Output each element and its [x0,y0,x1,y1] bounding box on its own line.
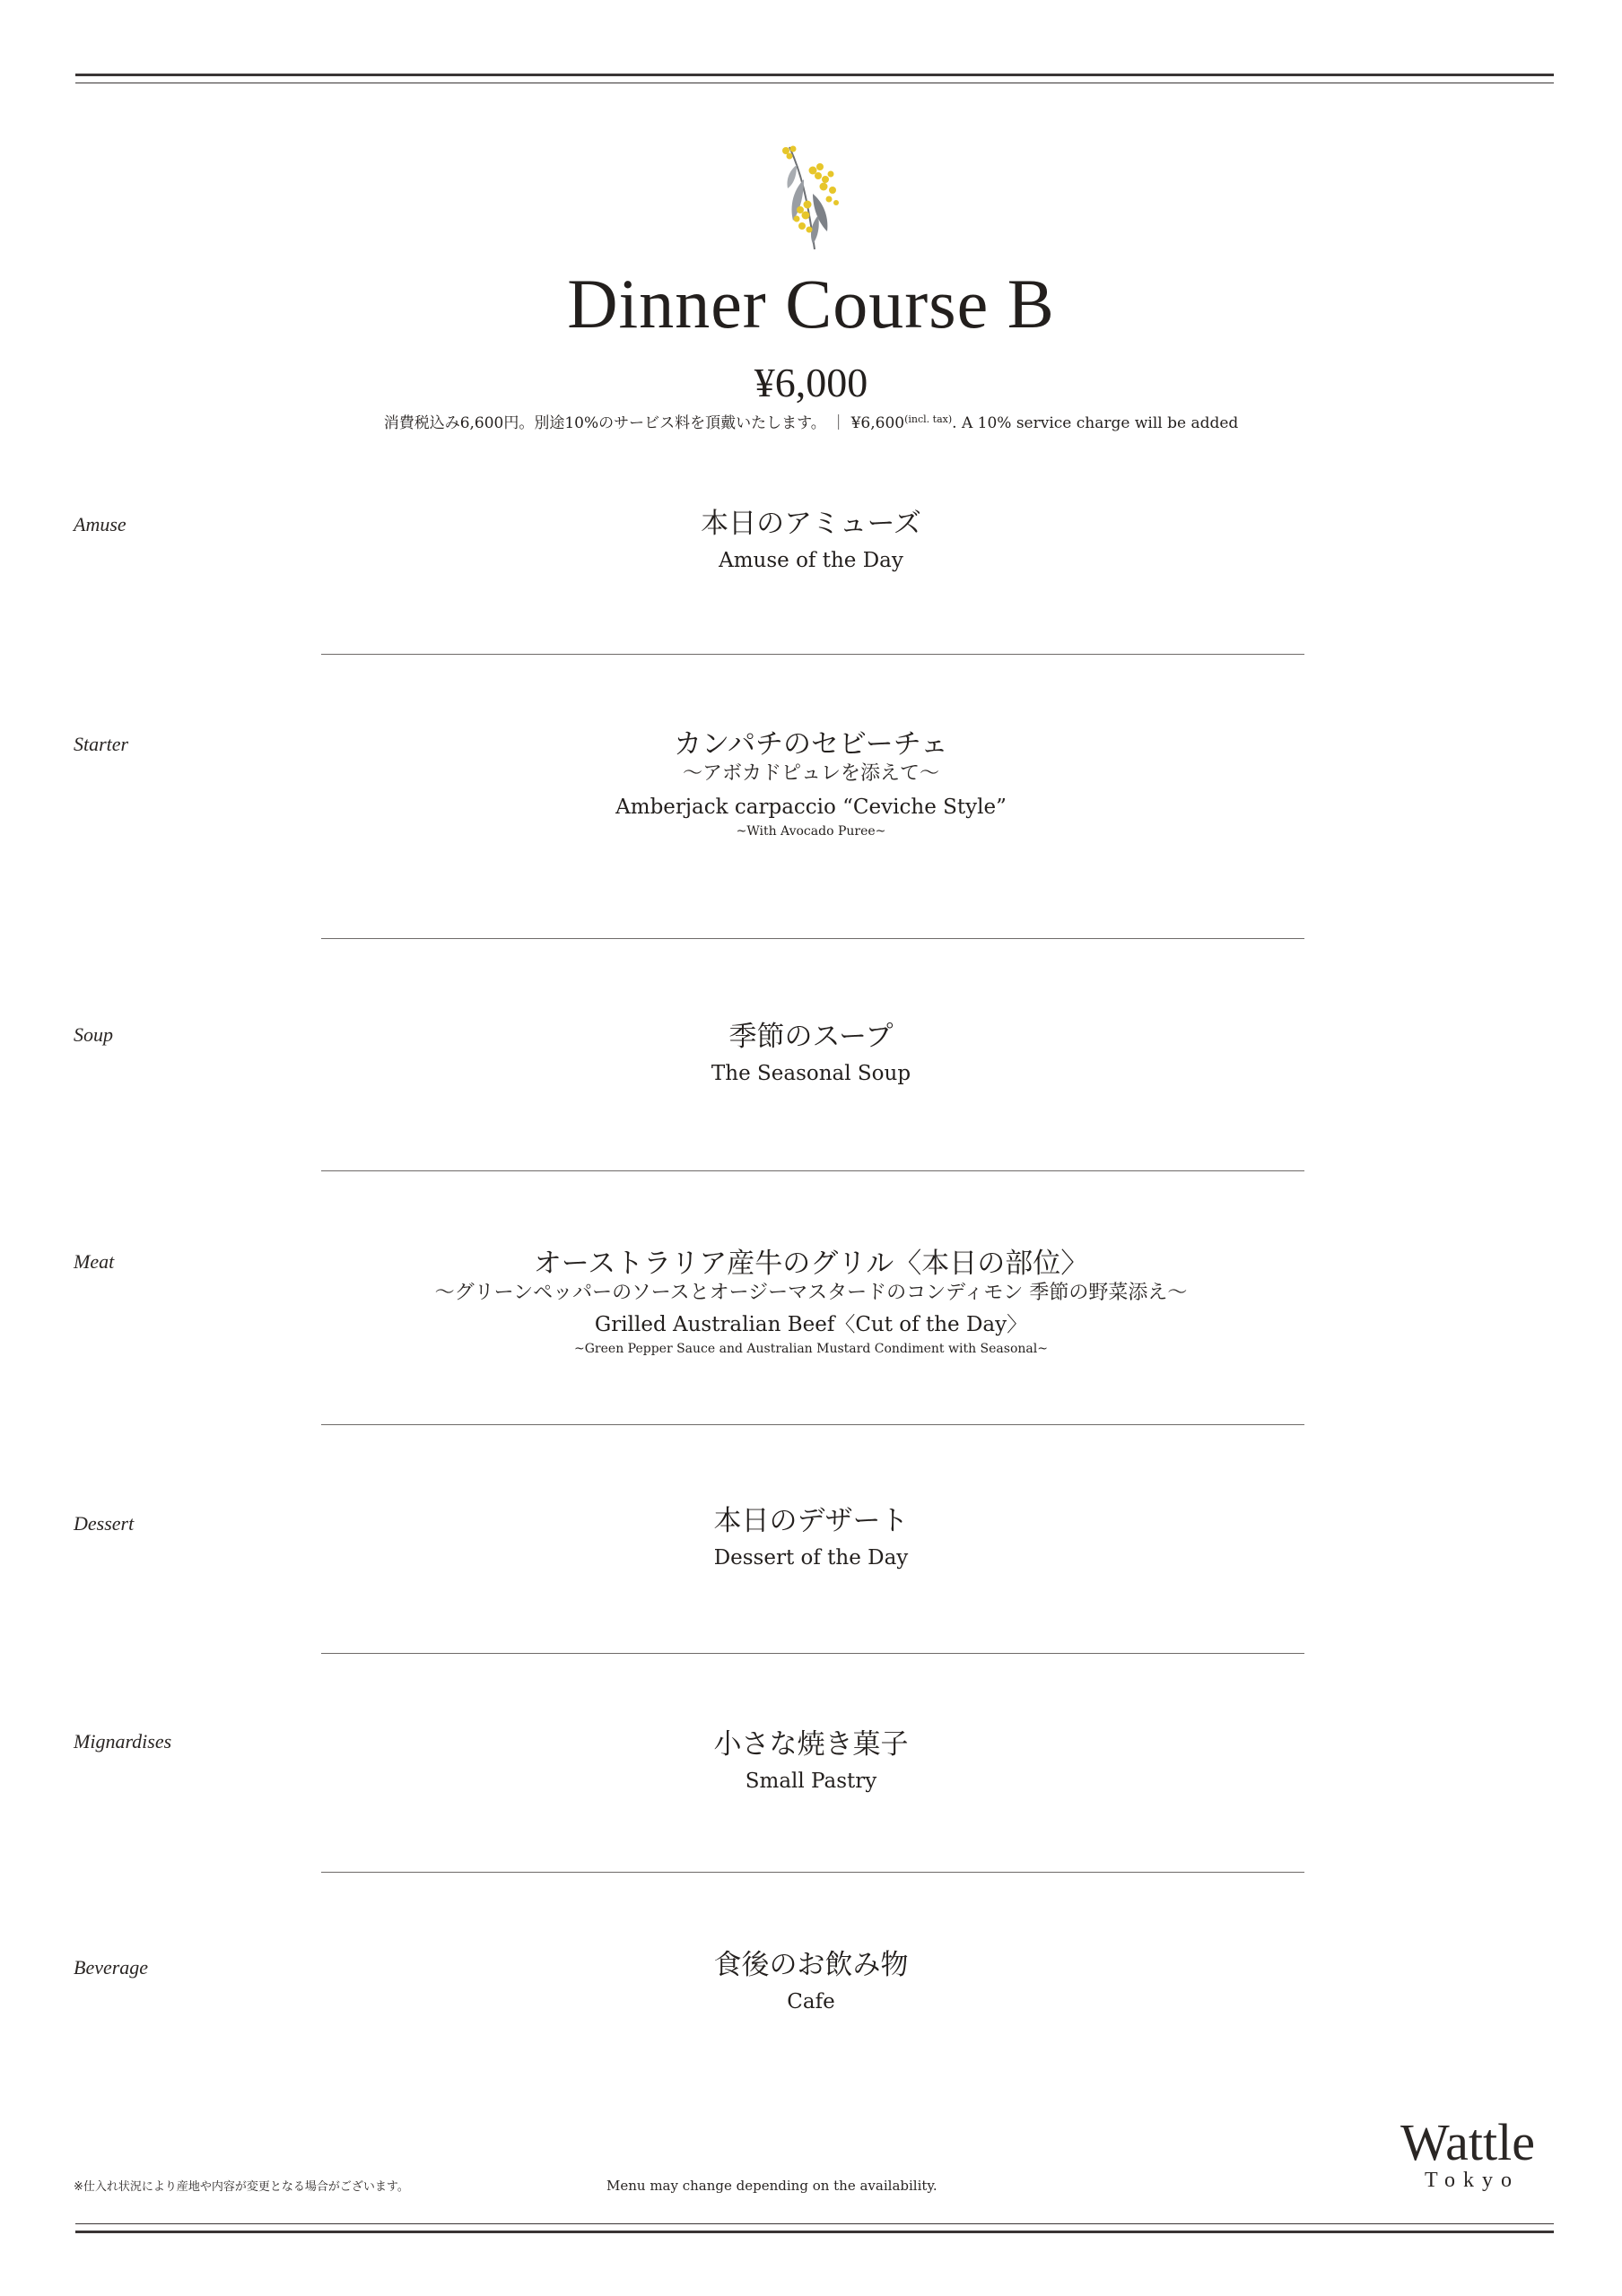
course-divider [321,1872,1304,1873]
wattle-sprig-icon [777,144,845,253]
dish-name-en: Amberjack carpaccio “Ceviche Style” [615,795,1007,819]
course-item-amuse [0,508,1622,578]
course-label-starter: Starter [74,733,129,755]
price-note-sup: (incl. tax) [904,413,953,425]
dish-name-en: The Seasonal Soup [711,1062,911,1086]
price-note-main: 消費税込み6,600円。別途10%のサービス料を頂戴いたします。 ｜ ¥6,600 [383,414,905,432]
dish-name-en: Dessert of the Day [713,1546,909,1570]
course-item-meat [0,1248,1622,1356]
course-label-mignardises: Mignardises [74,1730,172,1752]
footer-note-jp: ※仕入れ状況により産地や内容が変更となる場合がございます。 [74,2180,409,2194]
dish-name-jp: カンパチのセビーチェ [674,728,948,761]
course-price: ¥6,000 [754,360,868,405]
course-divider [321,1653,1304,1654]
dish-garnish-en: ~With Avocado Puree~ [736,823,886,839]
course-item-mignardises [0,1728,1622,1798]
course-divider [321,938,1304,939]
dish-name-jp: 食後のお飲み物 [713,1949,909,1981]
course-divider [321,1424,1304,1425]
bottom-double-rule [75,2223,1554,2233]
dish-garnish-jp: 〜アボカドピュレを添えて〜 [682,762,939,786]
dish-name-jp: 季節のスープ [728,1021,894,1053]
dish-garnish-en: ~Green Pepper Sauce and Australian Mustard Condiment with Seasonal~ [574,1341,1048,1356]
brand-logo [1380,2113,1556,2192]
dish-name-en: Amuse of the Day [719,549,903,573]
footer-note-en: Menu may change depending on the availability. [606,2178,937,2194]
course-item-starter [0,728,1622,839]
price-note-tail: . A 10% service charge will be added [952,414,1239,432]
brand-city: Tokyo [1425,2169,1520,2192]
price-note [0,414,1622,431]
dish-name-en: Grilled Australian Beef〈Cut of the Day〉 [594,1312,1028,1336]
course-item-soup [0,1021,1622,1091]
course-item-dessert [0,1505,1622,1575]
course-item-beverage [0,1949,1622,2019]
top-double-rule [75,74,1554,83]
dish-name-jp: オーストラリア産牛のグリル〈本日の部位〉 [533,1248,1089,1280]
dish-garnish-jp: 〜グリーンペッパーのソースとオージーマスタードのコンディモン 季節の野菜添え〜 [434,1282,1188,1305]
dish-name-jp: 本日のデザート [713,1505,909,1537]
course-label-meat: Meat [74,1250,115,1273]
page-title: Dinner Course B [567,265,1055,343]
course-label-dessert: Dessert [74,1512,135,1535]
dish-name-jp: 小さな焼き菓子 [713,1728,909,1761]
dish-name-jp: 本日のアミューズ [701,508,921,540]
dish-name-en: Small Pastry [745,1770,877,1794]
course-label-amuse: Amuse [74,513,126,535]
dish-name-en: Cafe [787,1990,835,2014]
course-label-soup: Soup [74,1023,113,1046]
course-label-beverage: Beverage [74,1956,149,1979]
course-divider [321,1170,1304,1171]
brand-name: Wattle [1400,2113,1535,2171]
course-divider [321,654,1304,655]
